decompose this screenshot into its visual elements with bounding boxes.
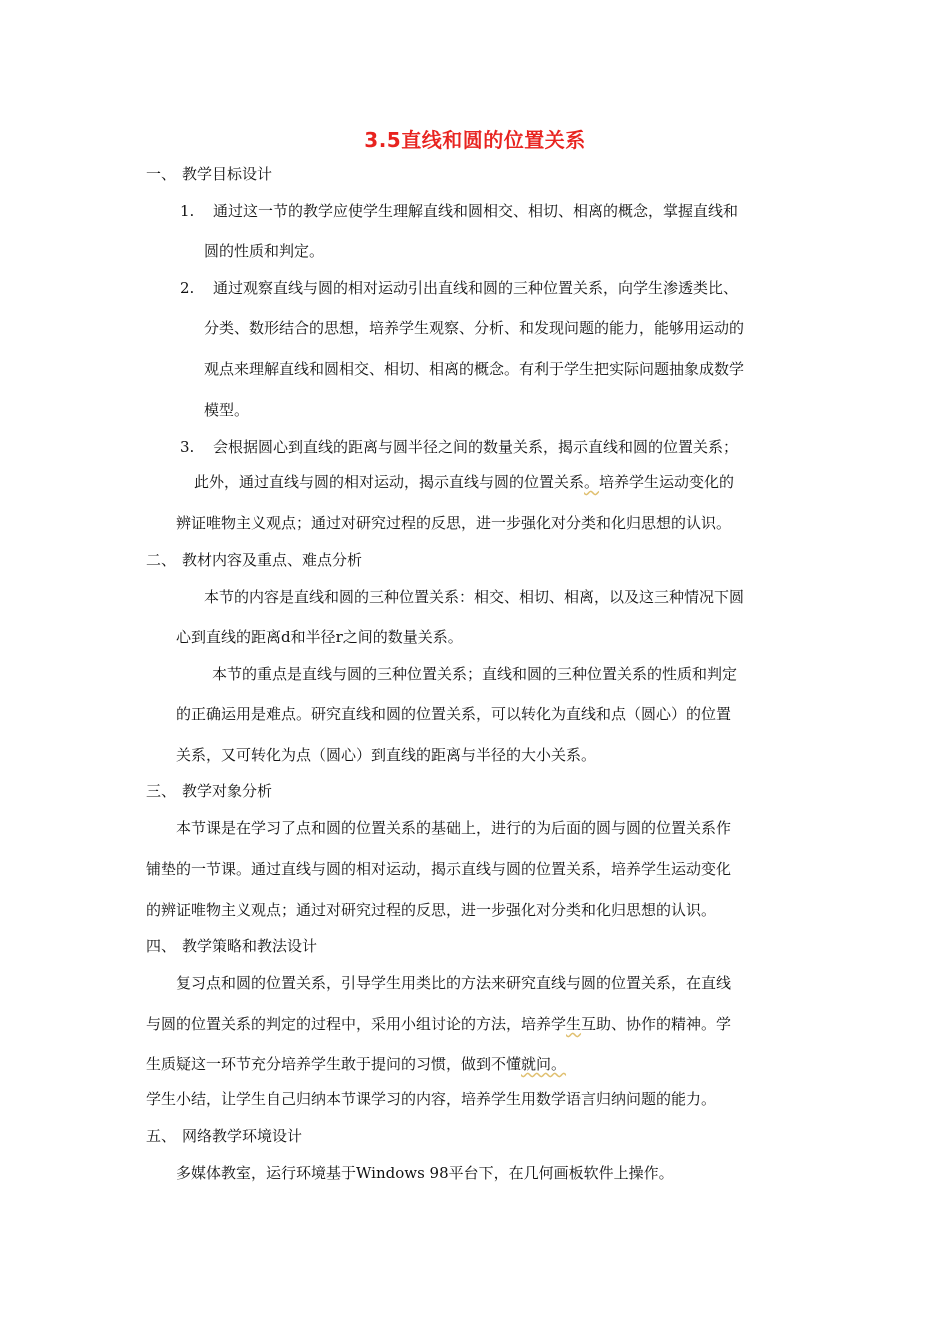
section-number: 一、 — [146, 165, 177, 183]
section-heading-2 — [146, 551, 362, 569]
goal-2-line-4: 模型。 — [204, 401, 250, 419]
strategy-line-2: 与圆的位置关系的判定的过程中，采用小组讨论的方法，培养学生互助、协作的精神。学 — [146, 1015, 732, 1033]
section-title: 教材内容及重点、难点分析 — [182, 551, 363, 569]
strategy-line-4: 学生小结，让学生自己归纳本节课学习的内容，培养学生用数学语言归纳问题的能力。 — [146, 1090, 717, 1108]
section-number: 二、 — [146, 551, 177, 569]
content-p2-line-3: 关系，又可转化为点（圆心）到直线的距离与半径的大小关系。 — [176, 746, 597, 764]
section-number: 三、 — [146, 782, 177, 800]
environment-line-1: 多媒体教室，运行环境基于Windows 98平台下，在几何画板软件上操作。 — [176, 1164, 674, 1182]
section-title: 教学策略和教法设计 — [182, 937, 318, 955]
goal-2-line-1: 2. 通过观察直线与圆的相对运动引出直线和圆的三种位置关系，向学生渗透类比、 — [180, 279, 739, 297]
section-heading-5 — [146, 1127, 302, 1145]
section-title: 网络教学环境设计 — [182, 1127, 303, 1145]
section-heading-1 — [146, 165, 272, 183]
goal-2-line-2: 分类、数形结合的思想，培养学生观察、分析、和发现问题的能力，能够用运动的 — [204, 319, 745, 337]
page-title: 3.5直线和圆的位置关系 — [364, 128, 586, 152]
audience-line-3: 的辨证唯物主义观点；通过对研究过程的反思，进一步强化对分类和化归思想的认识。 — [146, 901, 717, 919]
content-p2-line-2: 的正确运用是难点。研究直线和圆的位置关系，可以转化为直线和点（圆心）的位置 — [176, 705, 732, 723]
audience-line-1: 本节课是在学习了点和圆的位置关系的基础上，进行的为后面的圆与圆的位置关系作 — [176, 819, 732, 837]
audience-line-2: 铺垫的一节课。通过直线与圆的相对运动，揭示直线与圆的位置关系，培养学生运动变化 — [146, 860, 732, 878]
content-p1-line-2: 心到直线的距离d和半径r之间的数量关系。 — [176, 628, 463, 646]
section-title: 教学目标设计 — [182, 165, 273, 183]
section-number: 四、 — [146, 937, 177, 955]
content-p1-line-1: 本节的内容是直线和圆的三种位置关系：相交、相切、相离，以及这三种情况下圆 — [204, 588, 745, 606]
goal-1-line-1: 1. 通过这一节的教学应使学生理解直线和圆相交、相切、相离的概念，掌握直线和 — [180, 202, 739, 220]
goal-3-line-1: 3. 会根据圆心到直线的距离与圆半径之间的数量关系，揭示直线和圆的位置关系； — [180, 438, 739, 456]
strategy-line-3: 生质疑这一环节充分培养学生敢于提问的习惯，做到不懂就问。 — [146, 1055, 567, 1073]
section-heading-3 — [146, 782, 272, 800]
goal-3-line-3: 辨证唯物主义观点；通过对研究过程的反思，进一步强化对分类和化归思想的认识。 — [176, 514, 732, 532]
goal-1-line-2: 圆的性质和判定。 — [204, 242, 325, 260]
section-heading-4 — [146, 937, 317, 955]
section-title: 教学对象分析 — [182, 782, 273, 800]
goal-2-line-3: 观点来理解直线和圆相交、相切、相离的概念。有利于学生把实际问题抽象成数学 — [204, 360, 745, 378]
section-number: 五、 — [146, 1127, 177, 1145]
content-p2-line-1: 本节的重点是直线与圆的三种位置关系；直线和圆的三种位置关系的性质和判定 — [212, 665, 738, 683]
strategy-line-1: 复习点和圆的位置关系，引导学生用类比的方法来研究直线与圆的位置关系，在直线 — [176, 974, 732, 992]
goal-3-line-2: 此外，通过直线与圆的相对运动，揭示直线与圆的位置关系。培养学生运动变化的 — [194, 473, 735, 491]
